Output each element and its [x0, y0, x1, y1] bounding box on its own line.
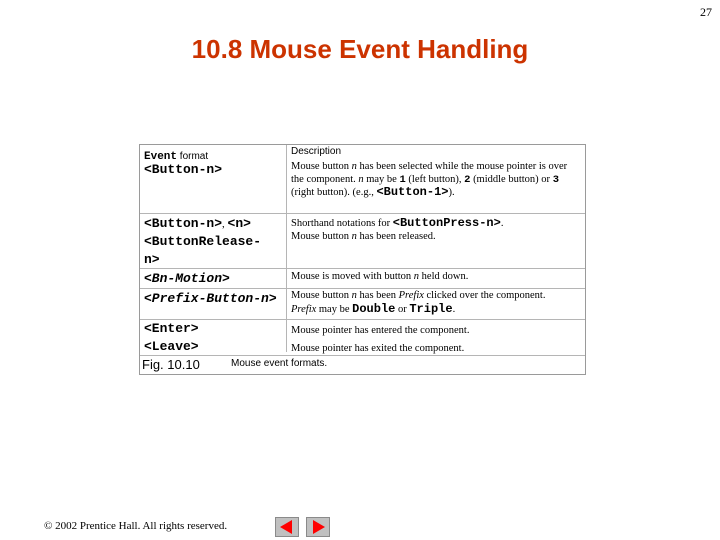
- desc-text: has been selected while the mouse pointer is over the component.: [291, 161, 568, 185]
- event-description: [291, 290, 581, 316]
- event-sep: ,: [222, 218, 228, 230]
- desc-var: n: [358, 173, 364, 185]
- desc-var: n: [413, 271, 420, 282]
- desc-code: <ButtonPress-n>: [392, 216, 501, 230]
- desc-code: <Button-1>: [376, 185, 449, 199]
- desc-text: Mouse button: [291, 230, 352, 242]
- desc-var: n: [351, 230, 357, 242]
- desc-text: (middle button) or: [470, 173, 553, 185]
- event-code: <Enter>: [144, 321, 199, 336]
- event-code: <Button-n>: [144, 162, 223, 177]
- desc-text: Shorthand notations for: [291, 218, 393, 229]
- event-code: <Bn-Motion>: [144, 271, 230, 286]
- desc-text: has been: [356, 290, 399, 301]
- desc-text: may be: [316, 303, 353, 315]
- event-code: <Button-n>: [144, 216, 223, 231]
- slide-title: 10.8 Mouse Event Handling: [191, 34, 529, 64]
- desc-text: .: [452, 303, 456, 315]
- table-row: [140, 213, 585, 268]
- desc-text: may be: [363, 173, 400, 185]
- desc-var: n: [351, 290, 357, 301]
- desc-text: Mouse pointer has exited the component.: [291, 343, 465, 354]
- event-header-code: Event: [144, 151, 178, 163]
- previous-slide-button[interactable]: [275, 517, 299, 537]
- event-code: <Leave>: [144, 339, 199, 354]
- event-code: <Prefix-Button-n>: [144, 291, 277, 306]
- desc-text: Mouse button: [291, 161, 352, 172]
- event-description: [291, 271, 581, 284]
- desc-text: has been released.: [356, 230, 436, 242]
- desc-text: clicked over the component.: [423, 290, 546, 301]
- table-row: [140, 160, 585, 213]
- event-code: <n>: [227, 216, 251, 231]
- figure-table: [139, 144, 586, 375]
- desc-text: Mouse button: [291, 290, 352, 301]
- event-format: [144, 290, 277, 308]
- desc-var: n: [351, 161, 357, 172]
- event-format: [144, 320, 199, 356]
- desc-code: 3: [552, 173, 559, 186]
- page-number: 27: [700, 5, 712, 19]
- figure-caption: [140, 355, 585, 375]
- event-description: [291, 322, 581, 358]
- event-format: [144, 161, 222, 179]
- event-format: [144, 215, 261, 269]
- figure-label: Fig. 10.10: [142, 357, 200, 372]
- desc-text: (right button). (e.g.,: [291, 187, 377, 198]
- desc-text: .: [500, 218, 504, 229]
- right-arrow-icon: [307, 518, 329, 536]
- desc-code: Double: [352, 301, 396, 316]
- event-description: [291, 161, 581, 200]
- next-slide-button[interactable]: [306, 517, 330, 537]
- desc-text: Mouse is moved with button: [291, 271, 414, 282]
- event-code: n>: [144, 252, 160, 267]
- desc-code: 1: [399, 173, 406, 186]
- table-header-row: [140, 145, 585, 163]
- table-row: [140, 268, 585, 288]
- table-row: [140, 319, 585, 355]
- table-row: [140, 288, 585, 319]
- copyright-notice: © 2002 Prentice Hall. All rights reserved.: [44, 520, 228, 532]
- desc-text: (left button),: [405, 173, 465, 185]
- left-arrow-icon: [276, 518, 298, 536]
- event-code: <ButtonRelease-: [144, 234, 262, 249]
- event-format: [144, 270, 230, 288]
- event-header-rest: format: [177, 151, 209, 162]
- description-header: Description: [291, 146, 342, 157]
- event-description: [291, 217, 581, 243]
- desc-var: Prefix: [398, 290, 424, 301]
- desc-text: or: [395, 303, 410, 315]
- desc-text: ).: [448, 187, 455, 198]
- desc-code: 2: [464, 173, 471, 186]
- desc-text: Mouse pointer has entered the component.: [291, 325, 470, 336]
- desc-code: Triple: [409, 301, 453, 316]
- figure-caption-text: Mouse event formats.: [231, 358, 328, 369]
- desc-text: held down.: [419, 271, 469, 282]
- desc-var: Prefix: [291, 303, 317, 315]
